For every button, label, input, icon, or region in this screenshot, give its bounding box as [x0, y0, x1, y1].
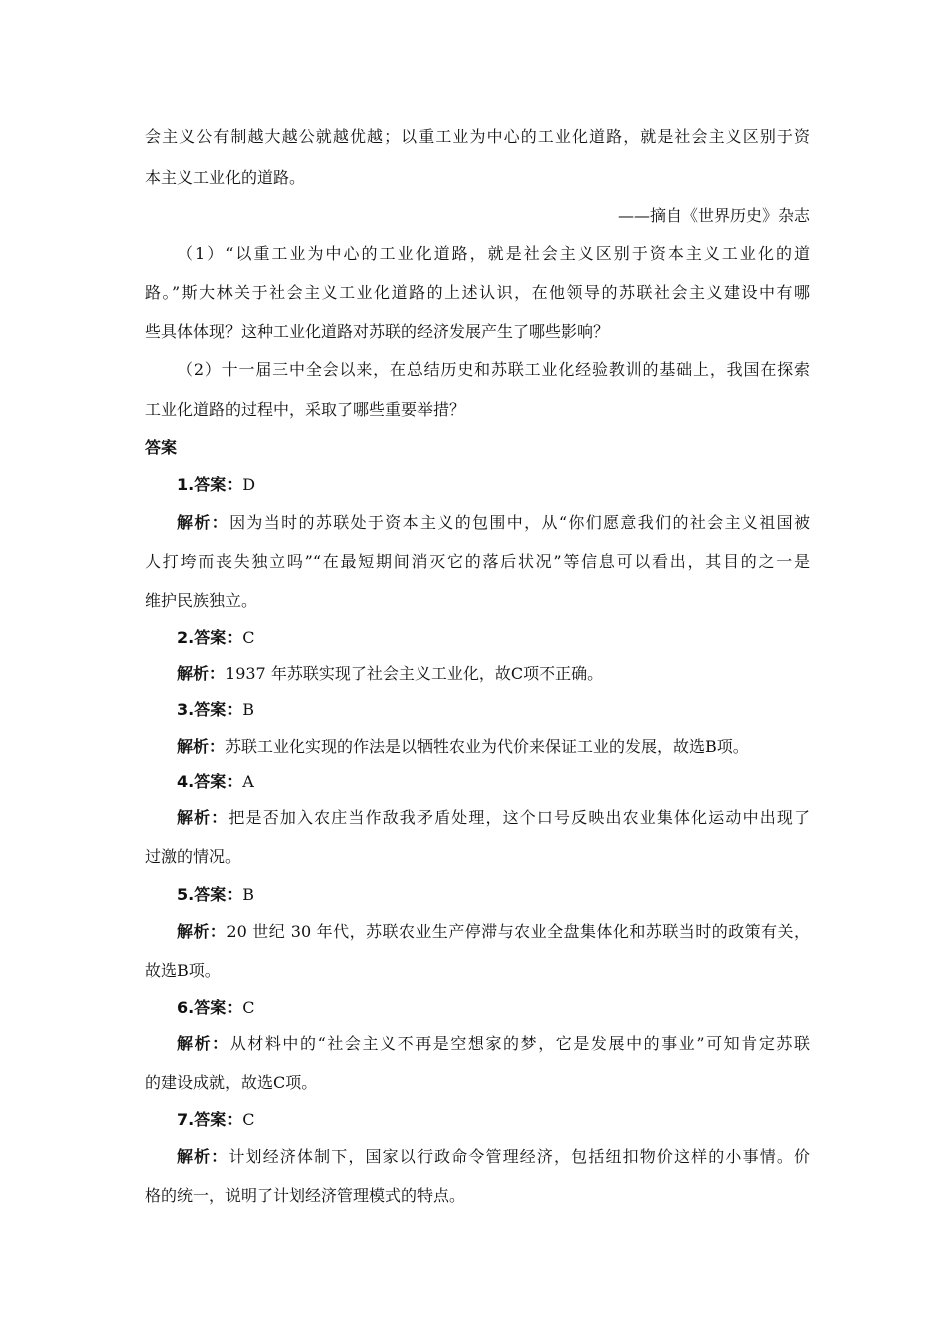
question-1-line: 路。”斯大林关于社会主义工业化道路的上述认识，在他领导的苏联社会主义建设中有哪 — [145, 283, 810, 302]
question-2-line: 工业化道路的过程中，采取了哪些重要举措？ — [145, 400, 466, 419]
answer-label: 6.答案： — [177, 998, 243, 1017]
material-line: 本主义工业化的道路。 — [145, 168, 306, 187]
answers-heading: 答案 — [145, 438, 178, 457]
analysis-2 — [177, 664, 810, 684]
analysis-1-line: 维护民族独立。 — [145, 591, 258, 610]
analysis-text: 因为当时的苏联处于资本主义的包围中，从“你们愿意我们的社会主义祖国被 — [229, 513, 810, 532]
analysis-text: 把是否加入农庄当作敌我矛盾处理，这个口号反映出农业集体化运动中出现了 — [228, 808, 810, 827]
analysis-label: 解析： — [177, 1147, 229, 1166]
answer-label: 2.答案： — [177, 628, 243, 647]
answer-value: C — [242, 1110, 255, 1129]
analysis-5-line: 故选B项。 — [145, 961, 221, 980]
analysis-7 — [177, 1147, 810, 1167]
answer-value: C — [242, 998, 255, 1017]
material-source: ——摘自《世界历史》杂志 — [617, 206, 810, 225]
question-1-line: （1）“以重工业为中心的工业化道路，就是社会主义区别于资本主义工业化的道 — [177, 244, 810, 263]
answer-label: 3.答案： — [177, 700, 243, 719]
answer-value: A — [242, 772, 254, 791]
answer-value: B — [242, 700, 254, 719]
answer-label: 4.答案： — [177, 772, 243, 791]
answer-3 — [177, 700, 810, 720]
analysis-label: 解析： — [177, 922, 227, 941]
answer-5 — [177, 885, 810, 905]
question-1-line: 些具体体现？这种工业化道路对苏联的经济发展产生了哪些影响？ — [145, 322, 610, 341]
analysis-4 — [177, 808, 810, 828]
answer-label: 5.答案： — [177, 885, 243, 904]
answer-4 — [177, 772, 810, 792]
analysis-3 — [177, 737, 810, 757]
analysis-4-line: 过激的情况。 — [145, 847, 242, 866]
analysis-label: 解析： — [177, 1034, 230, 1053]
analysis-1 — [177, 513, 810, 533]
analysis-5 — [177, 922, 810, 942]
analysis-text: 计划经济体制下，国家以行政命令管理经济，包括纽扣物价这样的小事情。价 — [228, 1147, 810, 1166]
analysis-text: 苏联工业化实现的作法是以牺牲农业为代价来保证工业的发展，故选B项。 — [225, 737, 749, 756]
analysis-label: 解析： — [177, 513, 230, 532]
analysis-7-line: 格的统一，说明了计划经济管理模式的特点。 — [145, 1186, 466, 1205]
analysis-6-line: 的建设成就，故选C项。 — [145, 1073, 318, 1092]
answer-label: 1.答案： — [177, 475, 243, 494]
analysis-text: 从材料中的“社会主义不再是空想家的梦，它是发展中的事业”可知肯定苏联 — [229, 1034, 810, 1053]
answer-2 — [177, 628, 810, 648]
analysis-text: 1937 年苏联实现了社会主义工业化，故C项不正确。 — [225, 664, 604, 683]
question-2-line: （2）十一届三中全会以来，在总结历史和苏联工业化经验教训的基础上，我国在探索 — [177, 360, 810, 379]
answer-6 — [177, 998, 810, 1018]
analysis-label: 解析： — [177, 808, 229, 827]
analysis-6 — [177, 1034, 810, 1054]
analysis-label: 解析： — [177, 737, 226, 756]
answer-1 — [177, 475, 810, 495]
answer-label: 7.答案： — [177, 1110, 243, 1129]
answer-value: D — [242, 475, 256, 494]
material-line: 会主义公有制越大越公就越优越；以重工业为中心的工业化道路，就是社会主义区别于资 — [145, 127, 810, 146]
answer-value: B — [242, 885, 254, 904]
analysis-text: 20 世纪 30 年代，苏联农业生产停滞与农业全盘集体化和苏联当时的政策有关， — [226, 922, 810, 941]
analysis-1-line: 人打垮而丧失独立吗”“在最短期间消灭它的落后状况”等信息可以看出，其目的之一是 — [145, 552, 810, 571]
analysis-label: 解析： — [177, 664, 226, 683]
answer-7 — [177, 1110, 810, 1130]
answer-value: C — [242, 628, 255, 647]
